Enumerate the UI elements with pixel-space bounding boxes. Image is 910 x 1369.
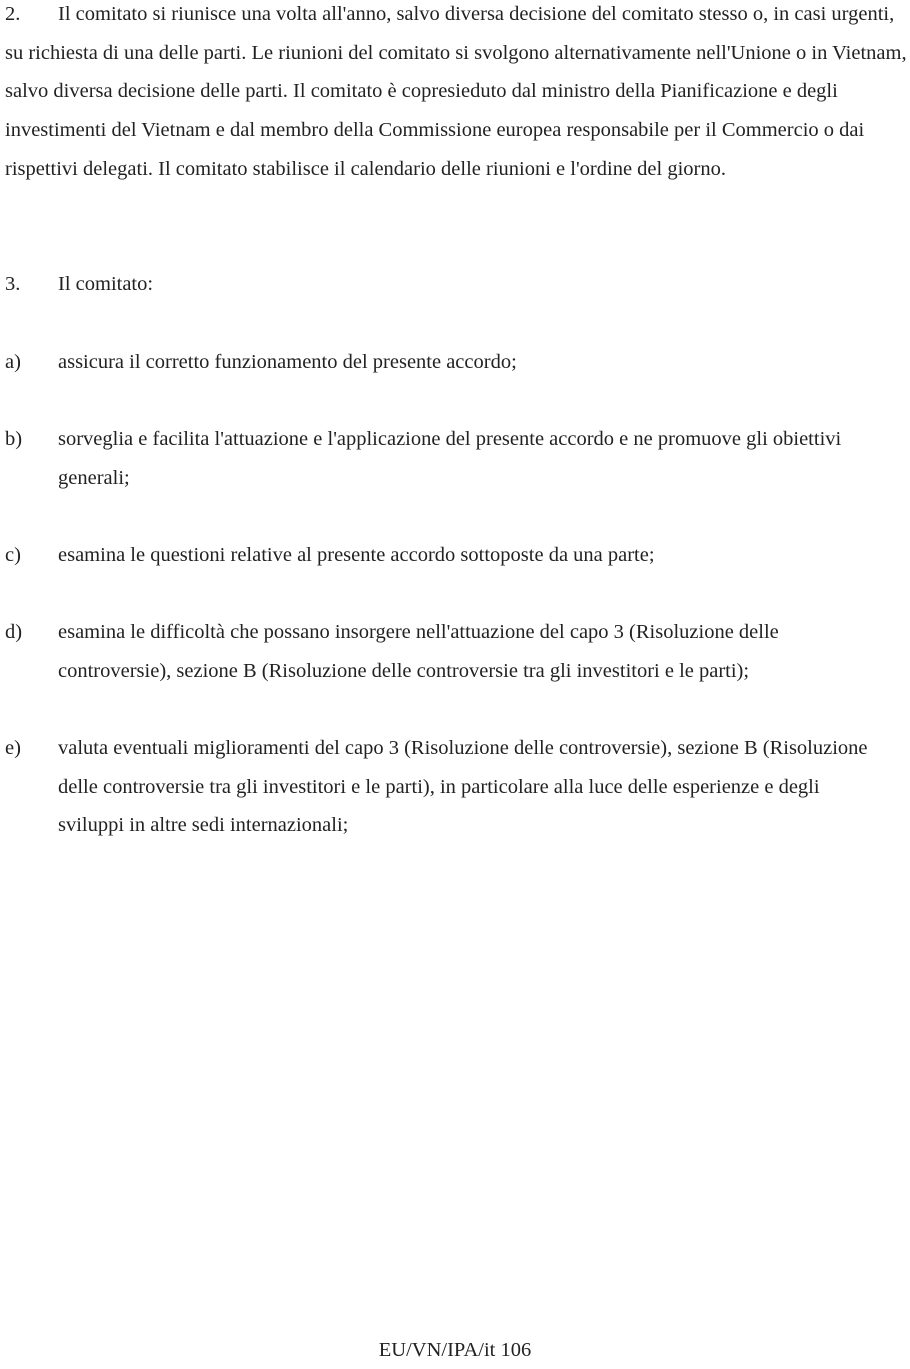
page-footer-reference: EU/VN/IPA/it 106 — [378, 1339, 532, 1361]
list-item-c — [5, 536, 910, 575]
list-item-a — [5, 343, 910, 382]
paragraph-text: Il comitato si riunisce una volta all'anno, salvo diversa decisione del comitato stesso o, in casi urgenti, su richiesta di una delle parti. Le riunioni del comitato si svolgono alternativamente nell'Unione o in Vietnam, salvo diversa decisione delle parti. Il comitato è copresieduto dal ministro della Pianificazione e degli investimenti del Vietnam e dal membro della Commissione europea responsabile per il Commercio o dai rispettivi delegati. Il comitato stabilisce il calendario delle riunioni e l'ordine del giorno. — [5, 3, 907, 180]
list-item-label: c) — [5, 544, 21, 566]
list-item-label: b) — [5, 428, 23, 450]
list-item-b — [5, 420, 910, 497]
list-item-label: e) — [5, 737, 21, 759]
list-item-label: a) — [5, 351, 21, 373]
list-item-d — [5, 613, 910, 690]
paragraph-number: 2. — [5, 3, 21, 25]
paragraph-3 — [5, 265, 910, 304]
list-item-text: esamina le questioni relative al presente accordo sottoposte da una parte; — [58, 544, 655, 566]
paragraph-2 — [5, 0, 910, 189]
list-item-text: sorveglia e facilita l'attuazione e l'applicazione del presente accordo e ne promuove gli obiettivi generali; — [58, 428, 842, 489]
paragraph-text: Il comitato: — [58, 273, 154, 295]
paragraph-number: 3. — [5, 273, 21, 295]
list-item-e — [5, 729, 910, 845]
list-item-label: d) — [5, 621, 23, 643]
list-item-text: esamina le difficoltà che possano insorgere nell'attuazione del capo 3 (Risoluzione delle controversie), sezione B (Risoluzione delle controversie tra gli investitori e le parti); — [58, 621, 779, 682]
list-item-text: assicura il corretto funzionamento del presente accordo; — [58, 351, 517, 373]
list-item-text: valuta eventuali miglioramenti del capo 3 (Risoluzione delle controversie), sezione B (Risoluzione delle controversie tra gli investitori e le parti), in particolare alla luce delle esperienze e degli sviluppi in altre sedi internazionali; — [58, 737, 868, 837]
